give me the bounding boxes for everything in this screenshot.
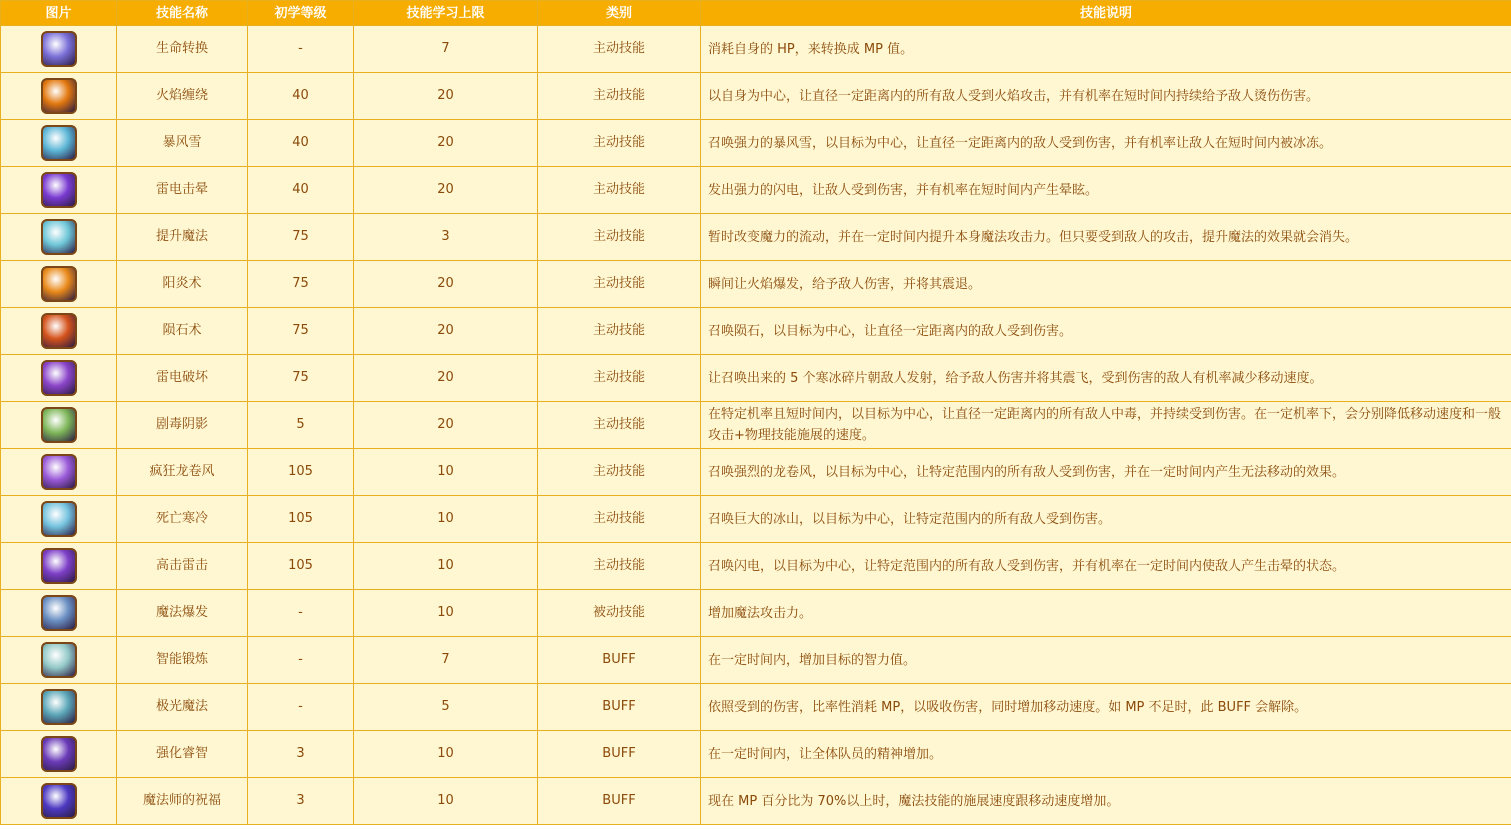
skill-name: 魔法师的祝福 <box>117 778 248 825</box>
skill-name: 雷电破坏 <box>117 355 248 402</box>
skill-icon-cell <box>1 543 117 590</box>
life-conversion-icon <box>41 31 77 67</box>
initial-level: 75 <box>248 261 354 308</box>
skill-icon-cell <box>1 120 117 167</box>
table-row <box>1 543 1511 590</box>
skill-category: BUFF <box>538 778 701 825</box>
header-row <box>1 1 1511 26</box>
poison-shadow-icon <box>41 407 77 443</box>
skill-description: 召唤强烈的龙卷风，以目标为中心，让特定范围内的所有敌人受到伤害，并在一定时间内产生无法移动的效果。 <box>701 449 1511 496</box>
max-level: 10 <box>354 731 538 778</box>
initial-level: 75 <box>248 355 354 402</box>
skill-description: 瞬间让火焰爆发，给予敌人伤害，并将其震退。 <box>701 261 1511 308</box>
initial-level: 5 <box>248 402 354 449</box>
initial-level: 3 <box>248 778 354 825</box>
skill-description: 召唤巨大的冰山，以目标为中心，让特定范围内的所有敌人受到伤害。 <box>701 496 1511 543</box>
table-row <box>1 590 1511 637</box>
initial-level: 105 <box>248 496 354 543</box>
table-row <box>1 355 1511 402</box>
flame-wrap-icon <box>41 78 77 114</box>
table-row <box>1 684 1511 731</box>
initial-level: - <box>248 637 354 684</box>
blizzard-icon <box>41 125 77 161</box>
skill-description: 以自身为中心，让直径一定距离内的所有敌人受到火焰攻击，并有机率在短时间内持续给予敌人烫伤伤害。 <box>701 73 1511 120</box>
initial-level: 40 <box>248 167 354 214</box>
tornado-icon <box>41 454 77 490</box>
skill-description: 让召唤出来的 5 个寒冰碎片朝敌人发射，给予敌人伤害并将其震飞，受到伤害的敌人有机率减少移动速度。 <box>701 355 1511 402</box>
table-row <box>1 167 1511 214</box>
max-level: 10 <box>354 590 538 637</box>
skill-name: 智能锻炼 <box>117 637 248 684</box>
skill-icon-cell <box>1 355 117 402</box>
skill-description: 消耗自身的 HP，来转换成 MP 值。 <box>701 26 1511 73</box>
skill-icon-cell <box>1 449 117 496</box>
table-row <box>1 26 1511 73</box>
intellect-training-icon <box>41 642 77 678</box>
max-level: 20 <box>354 73 538 120</box>
meteor-icon <box>41 313 77 349</box>
table-row <box>1 214 1511 261</box>
wisdom-boost-icon <box>41 736 77 772</box>
skill-name: 阳炎术 <box>117 261 248 308</box>
max-level: 7 <box>354 637 538 684</box>
initial-level: - <box>248 590 354 637</box>
skill-category: 主动技能 <box>538 496 701 543</box>
skill-name: 生命转换 <box>117 26 248 73</box>
skill-name: 强化睿智 <box>117 731 248 778</box>
skill-description: 发出强力的闪电，让敌人受到伤害，并有机率在短时间内产生晕眩。 <box>701 167 1511 214</box>
table-row <box>1 73 1511 120</box>
skill-category: 主动技能 <box>538 261 701 308</box>
skill-category: 主动技能 <box>538 120 701 167</box>
max-level: 5 <box>354 684 538 731</box>
skill-icon-cell <box>1 73 117 120</box>
max-level: 20 <box>354 308 538 355</box>
skill-description: 召唤陨石，以目标为中心，让直径一定距离内的敌人受到伤害。 <box>701 308 1511 355</box>
initial-level: 40 <box>248 120 354 167</box>
skill-name: 暴风雪 <box>117 120 248 167</box>
table-row <box>1 731 1511 778</box>
max-level: 10 <box>354 778 538 825</box>
skill-icon-cell <box>1 214 117 261</box>
skill-category: 被动技能 <box>538 590 701 637</box>
table-row <box>1 637 1511 684</box>
skill-description: 在一定时间内，让全体队员的精神增加。 <box>701 731 1511 778</box>
table-row <box>1 261 1511 308</box>
max-level: 3 <box>354 214 538 261</box>
header-skill-name: 技能名称 <box>117 1 248 26</box>
skill-icon-cell <box>1 496 117 543</box>
max-level: 20 <box>354 167 538 214</box>
table-row <box>1 778 1511 825</box>
skill-category: 主动技能 <box>538 26 701 73</box>
skill-category: 主动技能 <box>538 308 701 355</box>
skill-icon-cell <box>1 167 117 214</box>
skill-name: 陨石术 <box>117 308 248 355</box>
max-level: 7 <box>354 26 538 73</box>
max-level: 20 <box>354 402 538 449</box>
skill-icon-cell <box>1 590 117 637</box>
skill-category: 主动技能 <box>538 449 701 496</box>
skill-category: 主动技能 <box>538 73 701 120</box>
skill-icon-cell <box>1 637 117 684</box>
skill-category: 主动技能 <box>538 543 701 590</box>
skill-category: 主动技能 <box>538 355 701 402</box>
initial-level: 40 <box>248 73 354 120</box>
table-row <box>1 496 1511 543</box>
header-image: 图片 <box>1 1 117 26</box>
skill-icon-cell <box>1 26 117 73</box>
header-max-level: 技能学习上限 <box>354 1 538 26</box>
skill-category: 主动技能 <box>538 402 701 449</box>
skill-category: BUFF <box>538 637 701 684</box>
lightning-strike-icon <box>41 548 77 584</box>
skill-category: BUFF <box>538 684 701 731</box>
skill-description: 在一定时间内，增加目标的智力值。 <box>701 637 1511 684</box>
header-category: 类别 <box>538 1 701 26</box>
skill-icon-cell <box>1 684 117 731</box>
sun-flame-icon <box>41 266 77 302</box>
max-level: 10 <box>354 449 538 496</box>
skill-icon-cell <box>1 402 117 449</box>
header-description: 技能说明 <box>701 1 1511 26</box>
skill-name: 雷电击晕 <box>117 167 248 214</box>
aurora-magic-icon <box>41 689 77 725</box>
magic-boost-icon <box>41 219 77 255</box>
skill-name: 高击雷击 <box>117 543 248 590</box>
skill-description: 依照受到的伤害，比率性消耗 MP，以吸收伤害，同时增加移动速度。如 MP 不足时，此 BUFF 会解除。 <box>701 684 1511 731</box>
skill-category: 主动技能 <box>538 167 701 214</box>
skill-name: 火焰缠绕 <box>117 73 248 120</box>
thunder-break-icon <box>41 360 77 396</box>
table-row <box>1 449 1511 496</box>
initial-level: 3 <box>248 731 354 778</box>
max-level: 20 <box>354 355 538 402</box>
skill-icon-cell <box>1 261 117 308</box>
skill-name: 疯狂龙卷风 <box>117 449 248 496</box>
skill-category: BUFF <box>538 731 701 778</box>
skill-icon-cell <box>1 308 117 355</box>
table-row <box>1 308 1511 355</box>
skill-name: 魔法爆发 <box>117 590 248 637</box>
skill-name: 剧毒阴影 <box>117 402 248 449</box>
max-level: 20 <box>354 261 538 308</box>
max-level: 20 <box>354 120 538 167</box>
skill-description: 在特定机率且短时间内，以目标为中心，让直径一定距离内的所有敌人中毒，并持续受到伤害。在一定机率下，会分别降低移动速度和一般攻击+物理技能施展的速度。 <box>701 402 1511 449</box>
initial-level: 105 <box>248 449 354 496</box>
death-frost-icon <box>41 501 77 537</box>
skill-name: 提升魔法 <box>117 214 248 261</box>
skill-name: 死亡寒冷 <box>117 496 248 543</box>
initial-level: 75 <box>248 214 354 261</box>
table-row <box>1 402 1511 449</box>
skill-icon-cell <box>1 731 117 778</box>
skill-description: 现在 MP 百分比为 70%以上时，魔法技能的施展速度跟移动速度增加。 <box>701 778 1511 825</box>
initial-level: 105 <box>248 543 354 590</box>
mage-blessing-icon <box>41 783 77 819</box>
skill-name: 极光魔法 <box>117 684 248 731</box>
skill-description: 增加魔法攻击力。 <box>701 590 1511 637</box>
initial-level: - <box>248 684 354 731</box>
magic-burst-icon <box>41 595 77 631</box>
skill-description: 召唤强力的暴风雪，以目标为中心，让直径一定距离内的敌人受到伤害，并有机率让敌人在短时间内被冰冻。 <box>701 120 1511 167</box>
initial-level: 75 <box>248 308 354 355</box>
header-initial-level: 初学等级 <box>248 1 354 26</box>
skill-description: 暂时改变魔力的流动，并在一定时间内提升本身魔法攻击力。但只要受到敌人的攻击，提升魔法的效果就会消失。 <box>701 214 1511 261</box>
skill-icon-cell <box>1 778 117 825</box>
initial-level: - <box>248 26 354 73</box>
table-row <box>1 120 1511 167</box>
skill-description: 召唤闪电，以目标为中心，让特定范围内的所有敌人受到伤害，并有机率在一定时间内使敌人产生击晕的状态。 <box>701 543 1511 590</box>
thunder-stun-icon <box>41 172 77 208</box>
max-level: 10 <box>354 496 538 543</box>
max-level: 10 <box>354 543 538 590</box>
skill-category: 主动技能 <box>538 214 701 261</box>
